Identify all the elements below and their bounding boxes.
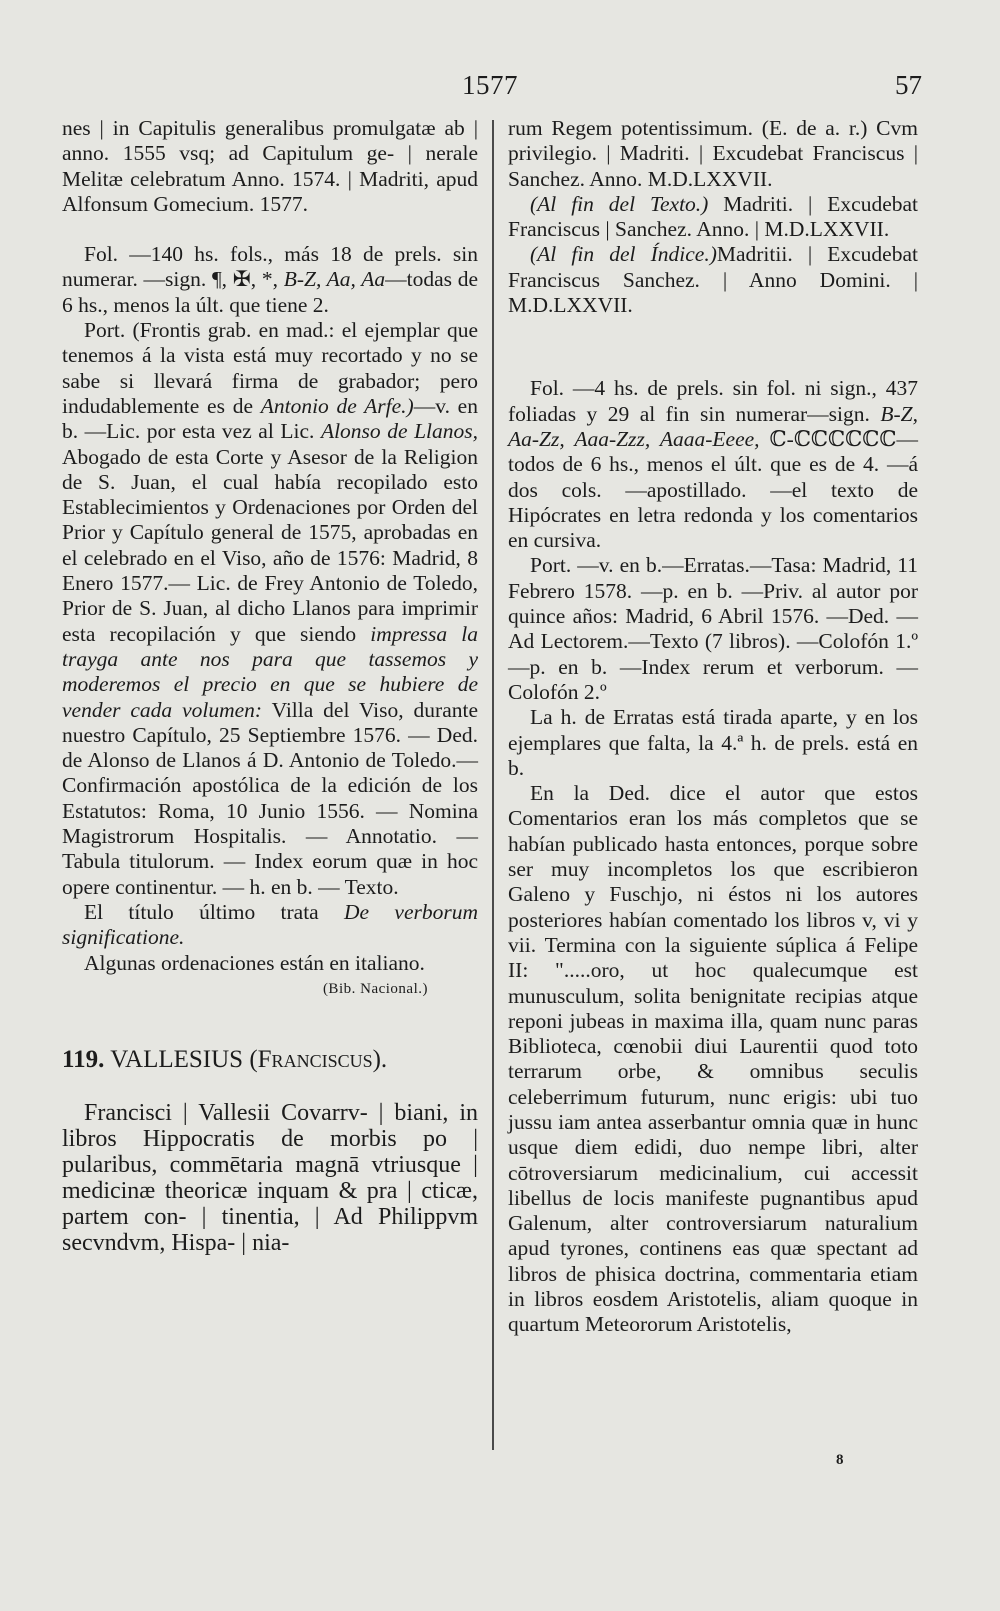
contents-paragraph: Port. (Frontis grab. en mad.: el ejemplar que tenemos á la vista está muy recortado y no se sabe si llevará firma de grabador; pero indudablemente es de Antonio de Arfe.)—v. en b. —Lic. por esta vez al Lic. Alonso de Llanos, Abogado de esta Corte y Asesor de la Religion de S. Juan, el cual había recopilado esto Establecimientos y Ordenaciones por Orden del Prior y Capítulo general de 1575, aprobadas en el celebrado en el Viso, año de 1576: Madrid, 8 Enero 1577.— Lic. de Frey Antonio de Toledo, Prior de S. Juan, al dicho Llanos para imprimir esta recopilación y que siendo impressa la trayga ante nos para que tassemos y moderemos el precio en que se hubiere de vender cada volumen: Villa del Viso, durante nuestro Capítulo, 25 Septiembre 1576. — Ded. de Alonso de Llanos á D. Antonio de Toledo.— Confirmación apostólica de la edición de los Estatutos: Roma, 10 Junio 1556. — Nomina Magistrorum Hospitalis. — Annotatio. — Tabula titulorum. — Index eorum quæ in hoc opere continentur. — h. en b. — Texto. bbox=[62, 318, 478, 899]
colophon-index: (Al fin del Índice.)Madritii. | Excudebat Franciscus Sanchez. | Anno Domini. | M.D.LXXVII. bbox=[508, 242, 918, 318]
left-column bbox=[62, 116, 478, 1256]
entry-number: 119. bbox=[62, 1045, 105, 1073]
collation-paragraph: Fol. —140 hs. fols., más 18 de prels. sin numerar. —sign. ¶, ✠, *, B-Z, Aa, Aa—todas de 6 hs., menos la últ. que tiene 2. bbox=[62, 242, 478, 317]
colophon-text: (Al fin del Texto.) Madriti. | Excudebat Franciscus | Sanchez. Anno. | M.D.LXXVII. bbox=[508, 191, 918, 242]
contents-paragraph: Port. —v. en b.—Erratas.—Tasa: Madrid, 11 Febrero 1578. —p. en b. —Priv. al autor por quince años: Madrid, 6 Abril 1576. —Ded. —Ad Lectorem.—Texto (7 libros). —Colofón 1.º —p. en b. —Index rerum et verborum. —Colofón 2.º bbox=[508, 553, 918, 704]
collation-paragraph: Fol. —4 hs. de prels. sin fol. ni sign., 437 foliadas y 29 al fin sin numerar—sign. B-Z, Aa-Zz, Aaa-Zzz, Aaaa-Eeee, ℂ-ℂℂℂℂℂℂ—todos de 6 hs., menos el últ. que es de 4. —á dos cols. —apostillado. —el texto de Hipócrates en letra redonda y los comentarios en cursiva. bbox=[508, 376, 918, 553]
note-paragraph: El título último trata De verborum significatione. bbox=[62, 899, 478, 950]
entry-heading: 119. VALLESIUS (Franciscus). bbox=[62, 1045, 388, 1073]
entry-continuation: nes | in Capitulis generalibus promulgatæ ab | anno. 1555 vsq; ad Capitulum ge- | nerale Melitæ celebratum Anno. 1574. | Madriti, apud Alfonsum Gomecium. 1577. bbox=[62, 116, 478, 216]
signature-mark: 8 bbox=[836, 1452, 844, 1468]
note-paragraph-2: Algunas ordenaciones están en italiano. bbox=[84, 950, 425, 975]
dedication-note: En la Ded. dice el autor que estos Comentarios eran los más completos que se habían publicado hasta entonces, porque sobre ser muy incompletos los que escribieron Galeno y Fuschjo, ni éstos ni los autores posteriores habían comentado los libros v, vi y vii. Termina con la siguiente súplica á Felipe II: ".....oro, ut hoc qualecumque est munusculum, solita benignitate recipias atque reponi jubeas in maxima illa, quam nunc paras Biblioteca, cœnobii diui Laurentii quod toto terrarum orbe, & omnibus seculis celeberrimum futurum, nunc erigis: ubi tuo jussu iam antea asserbantur omnia quæ in hunc usque diem edidi, duo nempe libri, alter cōtroversiarum medicinalium, cui accessit libellus de locis manifeste pugnantibus apud Galenum, alter controversiarum naturalium apud tyrones, continens eas quæ spectant ad libros de phisica doctrina, commentaria etiam in libros eosdem Aristotelis, aliam quoque in quartum Meteororum Aristotelis, bbox=[508, 781, 918, 1337]
right-column bbox=[508, 116, 918, 1338]
library-source: (Bib. Nacional.) bbox=[322, 980, 428, 997]
page-number: 57 bbox=[895, 70, 922, 100]
title-continuation: rum Regem potentissimum. (E. de a. r.) Cvm privilegio. | Madriti. | Excudebat Franciscus | Sanchez. Anno. M.D.LXXVII. bbox=[508, 116, 918, 191]
column-divider bbox=[492, 120, 494, 1450]
entry-title-transcription: Francisci | Vallesii Covarrv- | biani, in libros Hippocratis de morbis po | pularibus, commētaria magnā vtriusque | medicinæ theoricæ inquam & pra | cticæ, partem con- | tinentia, | Ad Philippvm secvndvm, Hispa- | nia- bbox=[62, 1099, 478, 1256]
running-head-year: 1577 bbox=[462, 70, 518, 100]
errata-note: La h. de Erratas está tirada aparte, y en los ejemplares que falta, la 4.ª h. de prels. está en b. bbox=[508, 705, 918, 780]
